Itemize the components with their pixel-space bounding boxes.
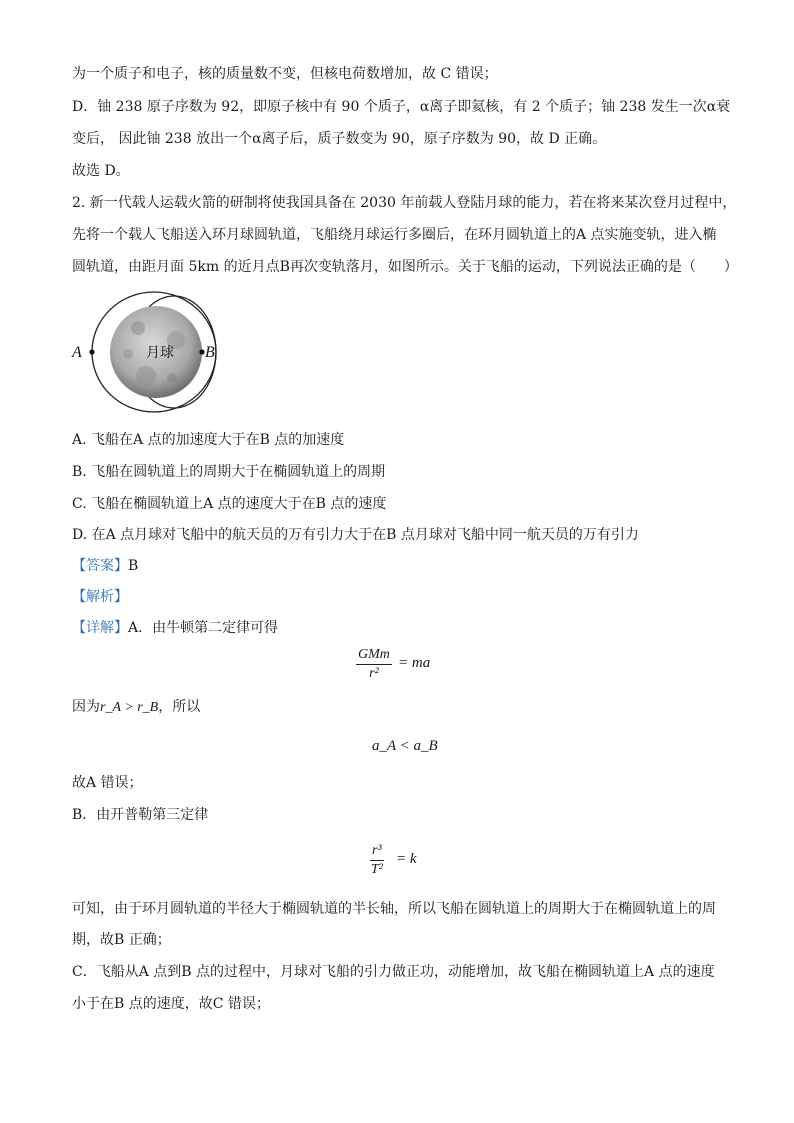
option-a: A. 飞船在A 点的加速度大于在B 点的加速度 bbox=[72, 432, 345, 448]
answer-tag: 【答案】 bbox=[72, 558, 128, 574]
text-line: D．铀 238 原子序数为 92，即原子核中有 90 个质子，α离子即氦核，有 2 个质子；铀 238 发生一次α衰 bbox=[72, 99, 731, 115]
text-line: 小于在B 点的速度，故C 错误； bbox=[72, 996, 270, 1012]
question-line: 圆轨道，由距月面 5km 的近月点B再次变轨落月，如图所示。关于飞船的运动，下列说法正确的是（ ） bbox=[72, 259, 738, 275]
moon-label: 月球 bbox=[146, 345, 174, 361]
detail-tag: 【详解】 bbox=[72, 620, 128, 636]
question-line: 2. 新一代载人运载火箭的研制将使我国具备在 2030 年前载人登陆月球的能力，若在将来某次登月过程中， bbox=[72, 195, 737, 211]
because-line: 因为r_A > r_B，所以 bbox=[72, 699, 201, 715]
option-b: B. 飞船在圆轨道上的周期大于在椭圆轨道上的周期 bbox=[72, 464, 386, 480]
text-line: C．飞船从A 点到B 点的过程中，月球对飞船的引力做正功，动能增加，故飞船在椭圆轨道上A 点的速度 bbox=[72, 964, 715, 980]
text-line: 变后， 因此铀 238 放出一个α离子后，质子数变为 90，原子序数为 90，故 D 正确。 bbox=[72, 131, 607, 147]
condition-formula: r_A > r_B bbox=[100, 700, 159, 715]
formula-gravity-rhs: = ma bbox=[398, 655, 431, 671]
point-a-label: A bbox=[72, 344, 82, 361]
text-line: 可知，由于环月圆轨道的半径大于椭圆轨道的半长轴，所以飞船在圆轨道上的周期大于在椭圆轨道上的周 bbox=[72, 901, 716, 917]
formula-gravity-fraction: GMm r² bbox=[358, 647, 390, 681]
point-b-label: B bbox=[205, 344, 215, 361]
formula-kepler-fraction: $\frac{\text{r³}}{\text{T²}}$ bbox=[370, 843, 383, 877]
answer-line bbox=[72, 556, 138, 576]
option-c: C. 飞船在椭圆轨道上A 点的速度大于在B 点的速度 bbox=[72, 496, 387, 512]
text-line: 故A 错误； bbox=[72, 775, 143, 791]
point-b-dot bbox=[199, 349, 204, 354]
option-d: D. 在A 点月球对飞船中的航天员的万有引力大于在B 点月球对飞船中同一航天员的万有引力 bbox=[72, 527, 639, 543]
text-line: 为一个质子和电子，核的质量数不变，但核电荷数增加，故 C 错误； bbox=[72, 66, 498, 82]
text-line: B．由开普勒第三定律 bbox=[72, 807, 209, 823]
formula-acceleration: a_A < a_B bbox=[372, 738, 438, 754]
orbit-diagram bbox=[68, 288, 228, 416]
formula-kepler-rhs: = k bbox=[396, 851, 417, 867]
point-a-dot bbox=[89, 349, 94, 354]
question-line: 先将一个载人飞船送入环月球圆轨道，飞船绕月球运行多圈后，在环月圆轨道上的A 点实施变轨，进入椭 bbox=[72, 227, 717, 243]
analysis-tag: 【解析】 bbox=[72, 589, 128, 605]
detail-line: 【详解】A．由牛顿第二定律可得 bbox=[72, 620, 279, 636]
text-line: 故选 D。 bbox=[72, 163, 130, 179]
text-line: 期，故B 正确； bbox=[72, 932, 171, 948]
answer-value: B bbox=[128, 558, 139, 574]
